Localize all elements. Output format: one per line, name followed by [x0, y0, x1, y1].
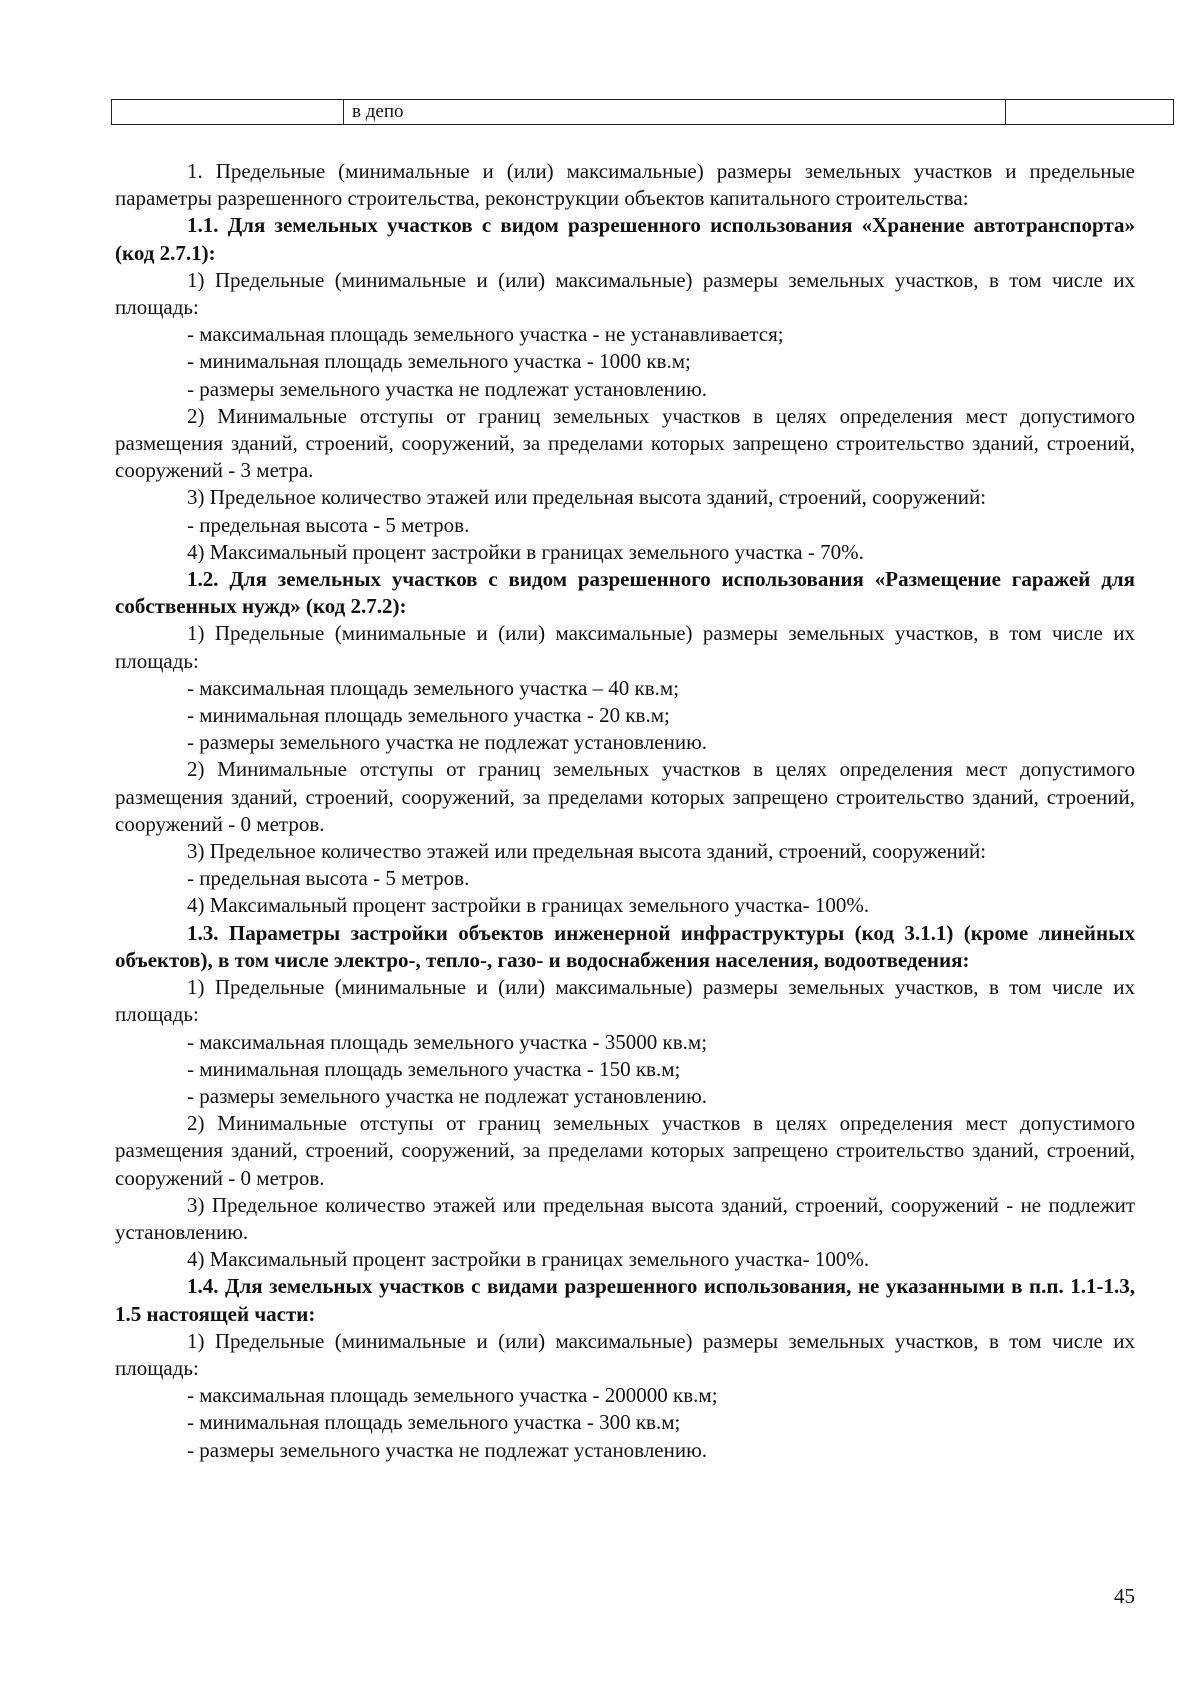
list-item: - предельная высота - 5 метров. [187, 512, 470, 537]
table-cell [1006, 100, 1174, 125]
paragraph: 4) Максимальный процент застройки в границах земельного участка- 100%. [187, 1247, 870, 1272]
paragraph: 4) Максимальный процент застройки в границах земельного участка - 70%. [187, 539, 864, 564]
paragraph: 1) Предельные (минимальные и (или) максимальные) размеры земельных участков, в том числе их площадь: [115, 975, 1135, 1027]
list-item: - максимальная площадь земельного участка - не устанавливается; [187, 322, 784, 347]
list-item: - предельная высота - 5 метров. [187, 866, 470, 891]
section-heading: 1.4. Для земельных участков с видами разрешенного использования, не указанными в п.п. 1.1-1.3, 1.5 настоящей части: [115, 1274, 1135, 1326]
table-cell: в депо [344, 100, 1006, 125]
list-item: - минимальная площадь земельного участка - 1000 кв.м; [187, 349, 691, 374]
paragraph: 2) Минимальные отступы от границ земельных участков в целях определения мест допустимого размещения зданий, строений, сооружений, за пределами которых запрещено строительство зданий, строений, сооружений - 3 метра. [115, 403, 1135, 483]
list-item: - максимальная площадь земельного участка – 40 кв.м; [187, 675, 680, 700]
list-item: - минимальная площадь земельного участка - 300 кв.м; [187, 1410, 681, 1435]
list-item: - размеры земельного участка не подлежат установлению. [187, 730, 708, 755]
page-number: 45 [1114, 1584, 1135, 1608]
paragraph: 3) Предельное количество этажей или предельная высота зданий, строений, сооружений: [187, 839, 987, 864]
paragraph: 3) Предельное количество этажей или предельная высота зданий, строений, сооружений - не подлежит установлению. [115, 1192, 1135, 1244]
paragraph: 1) Предельные (минимальные и (или) максимальные) размеры земельных участков, в том числе их площадь: [115, 1328, 1135, 1380]
document-body [115, 158, 1135, 1464]
section-heading: 1.1. Для земельных участков с видом разрешенного использования «Хранение автотранспорта» (код 2.7.1): [115, 213, 1135, 265]
paragraph: 2) Минимальные отступы от границ земельных участков в целях определения мест допустимого размещения зданий, строений, сооружений, за пределами которых запрещено строительство зданий, строений, сооружений - 0 метров. [115, 757, 1135, 836]
list-item: - размеры земельного участка не подлежат установлению. [187, 376, 708, 401]
list-item: - минимальная площадь земельного участка - 150 кв.м; [187, 1056, 681, 1081]
paragraph: 3) Предельное количество этажей или предельная высота зданий, строений, сооружений: [187, 485, 987, 510]
section-heading: 1.2. Для земельных участков с видом разрешенного использования «Размещение гаражей для собственных нужд» (код 2.7.2): [115, 567, 1135, 619]
table-row [112, 100, 1174, 125]
top-table-fragment [111, 99, 1174, 125]
section-heading: 1.3. Параметры застройки объектов инженерной инфраструктуры (код 3.1.1) (кроме линейных объектов), в том числе электро-, тепло-, газо- и водоснабжения населения, водоотведения: [115, 920, 1135, 972]
list-item: - размеры земельного участка не подлежат установлению. [187, 1437, 708, 1462]
paragraph: 1) Предельные (минимальные и (или) максимальные) размеры земельных участков, в том числе их площадь: [115, 267, 1135, 320]
intro-paragraph: 1. Предельные (минимальные и (или) максимальные) размеры земельных участков и предельные параметры разрешенного строительства, реконструкции объектов капитального строительства: [115, 159, 1135, 211]
list-item: - максимальная площадь земельного участка - 200000 кв.м; [187, 1383, 718, 1408]
list-item: - размеры земельного участка не подлежат установлению. [187, 1083, 708, 1108]
list-item: - максимальная площадь земельного участка - 35000 кв.м; [187, 1029, 708, 1054]
paragraph: 1) Предельные (минимальные и (или) максимальные) размеры земельных участков, в том числе их площадь: [115, 621, 1135, 673]
paragraph: 4) Максимальный процент застройки в границах земельного участка- 100%. [187, 893, 870, 918]
table-cell [112, 100, 344, 125]
list-item: - минимальная площадь земельного участка - 20 кв.м; [187, 703, 670, 728]
paragraph: 2) Минимальные отступы от границ земельных участков в целях определения мест допустимого размещения зданий, строений, сооружений, за пределами которых запрещено строительство зданий, строений, сооружений - 0 метров. [115, 1111, 1135, 1190]
